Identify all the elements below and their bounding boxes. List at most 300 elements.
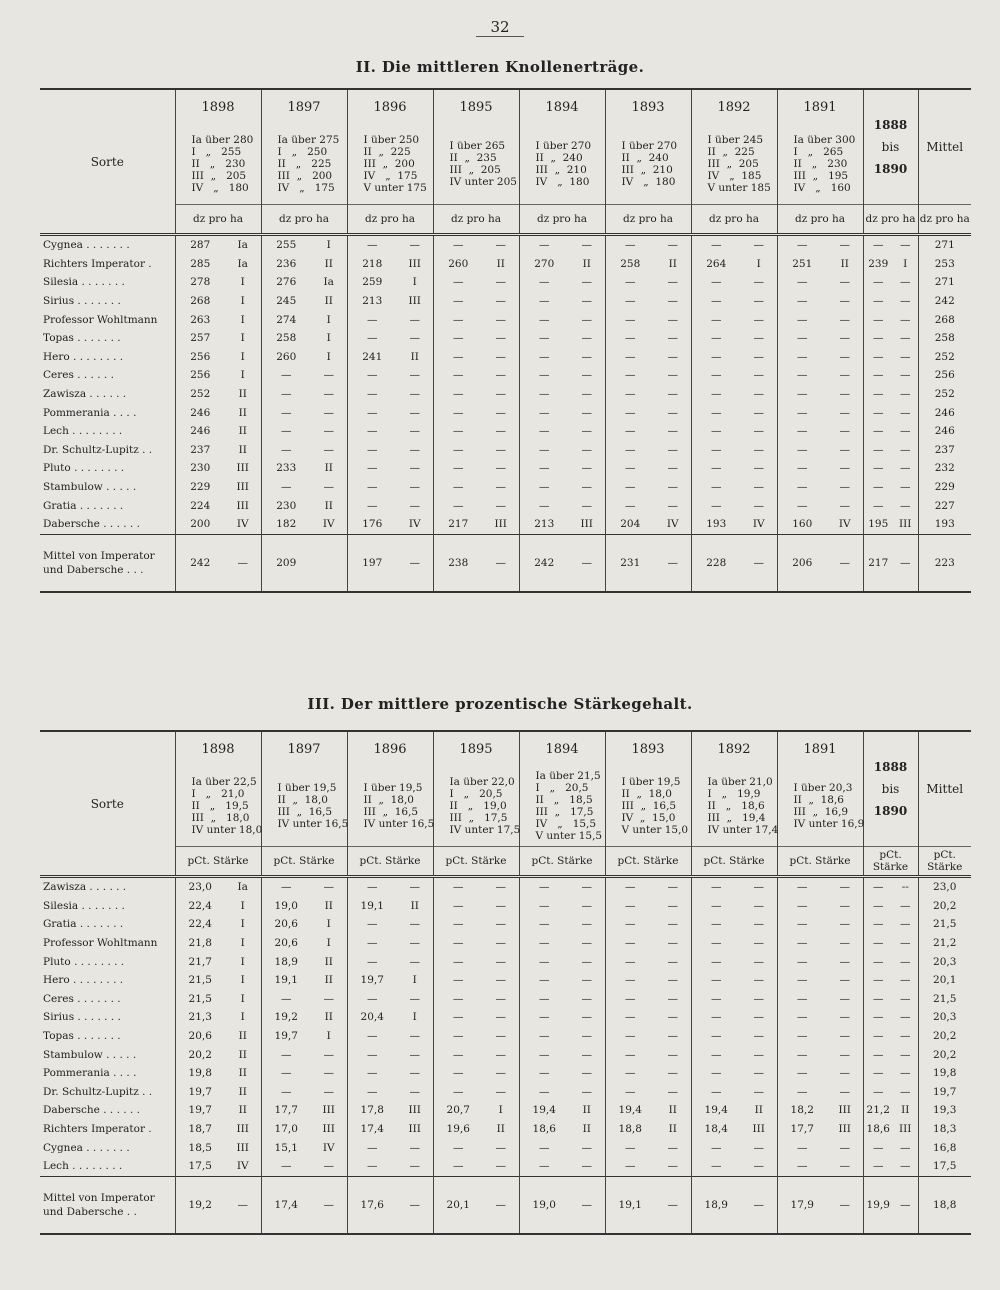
- value-cell: —: [691, 915, 741, 934]
- value-cell: —: [433, 952, 483, 971]
- mittel-value-cell: 18,9: [691, 1176, 741, 1234]
- class-cell: —: [495, 974, 506, 987]
- value-cell: —: [777, 1008, 827, 1027]
- class-cell: —: [839, 369, 850, 382]
- unit-label-1895: dz pro ha: [433, 205, 519, 235]
- value-cell: —: [347, 1045, 397, 1064]
- class-definitions-1891: Ia über 300 I „ 265 II „ 230 III „ 195 IV „ 160: [777, 124, 863, 205]
- table-row: [40, 1008, 971, 1027]
- unit-label-1893: pCt. Stärke: [605, 847, 691, 877]
- value-cell: 176: [347, 515, 397, 534]
- value-cell: —: [347, 990, 397, 1009]
- value-cell: 19,6: [433, 1120, 483, 1139]
- value-cell: —: [519, 478, 569, 497]
- mittel-value-cell: 242: [175, 534, 225, 592]
- mittel-value-cell: 217: [863, 534, 893, 592]
- class-cell: II: [238, 425, 247, 438]
- variety-name: Professor Wohltmann: [40, 934, 175, 953]
- unit-label-1897: pCt. Stärke: [261, 847, 347, 877]
- class-cell: —: [753, 276, 764, 289]
- mittel-cell: 21,5: [918, 915, 971, 934]
- value-cell: 17,5: [175, 1157, 225, 1176]
- class-cell: —: [900, 462, 911, 475]
- class-definitions-1896: I über 19,5 II „ 18,0 III „ 16,5 IV unter 16,5: [347, 766, 433, 847]
- year-header-1891: 1891: [777, 89, 863, 124]
- class-cell: —: [409, 406, 420, 419]
- value-cell: 20,2: [175, 1045, 225, 1064]
- value-cell: —: [347, 478, 397, 497]
- class-cell: —: [581, 369, 592, 382]
- value-cell: —: [863, 897, 893, 916]
- class-cell: —: [667, 974, 678, 987]
- variety-name: Stambulow . . . . .: [40, 478, 175, 497]
- value-cell: —: [347, 1138, 397, 1157]
- value-cell: —: [347, 877, 397, 897]
- class-cell: —: [667, 276, 678, 289]
- class-cell: —: [483, 235, 519, 255]
- table-row: [40, 1083, 971, 1102]
- class-cell: —: [569, 235, 605, 255]
- variety-name: Dabersche . . . . . .: [40, 1101, 175, 1120]
- value-cell: —: [519, 422, 569, 441]
- class-cell: III: [408, 1104, 421, 1117]
- mittel-cell: 253: [918, 255, 971, 274]
- value-cell: —: [863, 422, 893, 441]
- value-cell: 19,1: [261, 971, 311, 990]
- value-cell: 18,6: [863, 1120, 893, 1139]
- class-cell: —: [839, 1160, 850, 1173]
- class-cell: III: [236, 462, 249, 475]
- mittel-cell: 21,2: [918, 934, 971, 953]
- class-cell: III: [494, 518, 507, 531]
- mittel-cell: 20,3: [918, 1008, 971, 1027]
- value-cell: 21,5: [175, 990, 225, 1009]
- class-cell: Ia: [225, 235, 261, 255]
- mittel-cell: 20,2: [918, 1045, 971, 1064]
- unit-label-1898: dz pro ha: [175, 205, 261, 235]
- class-cell: I: [240, 899, 245, 912]
- class-cell: —: [753, 974, 764, 987]
- class-def-row: [40, 124, 971, 205]
- class-cell: —: [409, 992, 420, 1005]
- class-cell: I: [498, 1104, 503, 1117]
- class-cell: III: [899, 1123, 912, 1136]
- class-cell: II: [582, 257, 591, 270]
- value-cell: 256: [175, 348, 225, 367]
- class-cell: I: [326, 1030, 331, 1043]
- class-cell: —: [900, 1160, 911, 1173]
- class-cell: —: [839, 974, 850, 987]
- value-cell: —: [519, 310, 569, 329]
- class-cell: —: [397, 235, 433, 255]
- class-cell: —: [581, 295, 592, 308]
- mittel-unit: dz pro ha: [918, 205, 971, 235]
- class-cell: —: [569, 877, 605, 897]
- class-cell: —: [900, 1030, 911, 1043]
- mittel-cell: 232: [918, 459, 971, 478]
- class-cell: —: [323, 1085, 334, 1098]
- class-cell: —: [900, 295, 911, 308]
- mittel-value-cell: 242: [519, 534, 569, 592]
- mittel-value-cell: 238: [433, 534, 483, 592]
- value-cell: —: [605, 915, 655, 934]
- class-cell: II: [582, 1123, 591, 1136]
- value-cell: —: [433, 1138, 483, 1157]
- class-cell: III: [236, 481, 249, 494]
- value-cell: —: [691, 934, 741, 953]
- table-row: [40, 459, 971, 478]
- value-cell: —: [519, 990, 569, 1009]
- value-cell: 241: [347, 348, 397, 367]
- year-header-1895: 1895: [433, 731, 519, 766]
- class-cell: —: [495, 1030, 506, 1043]
- variety-name: Topas . . . . . . .: [40, 1027, 175, 1046]
- class-cell: IV: [236, 1160, 249, 1173]
- class-cell: —: [495, 992, 506, 1005]
- class-cell: —: [667, 899, 678, 912]
- table-row: [40, 441, 971, 460]
- class-cell: —: [753, 955, 764, 968]
- value-cell: —: [261, 441, 311, 460]
- knollenertraege-table: [40, 88, 971, 593]
- class-cell: —: [667, 369, 678, 382]
- value-cell: —: [863, 1008, 893, 1027]
- class-cell: —: [495, 481, 506, 494]
- class-cell: —: [839, 937, 850, 950]
- value-cell: —: [605, 385, 655, 404]
- mittel-value-cell: —: [483, 534, 519, 592]
- class-cell: —: [900, 992, 911, 1005]
- unit-label-1894: dz pro ha: [519, 205, 605, 235]
- class-cell: —: [409, 1160, 420, 1173]
- value-cell: —: [691, 971, 741, 990]
- class-cell: —: [581, 481, 592, 494]
- table-row: [40, 971, 971, 990]
- mittel-value-cell: 20,1: [433, 1176, 483, 1234]
- mittel-row-label-line1: Mittel von Imperator: [43, 549, 155, 562]
- class-cell: —: [581, 937, 592, 950]
- class-cell: —: [839, 1067, 850, 1080]
- class-cell: III: [838, 1123, 851, 1136]
- class-cell: —: [323, 443, 334, 456]
- class-cell: —: [409, 313, 420, 326]
- class-cell: —: [667, 443, 678, 456]
- value-cell: —: [605, 1027, 655, 1046]
- class-cell: —: [409, 499, 420, 512]
- variety-name: Ceres . . . . . . .: [40, 990, 175, 1009]
- value-cell: 19,4: [605, 1101, 655, 1120]
- value-cell: —: [433, 478, 483, 497]
- value-cell: 204: [605, 515, 655, 534]
- class-cell: —: [581, 276, 592, 289]
- value-cell: —: [433, 459, 483, 478]
- unit-label-1894: pCt. Stärke: [519, 847, 605, 877]
- class-cell: —: [495, 443, 506, 456]
- value-cell: —: [347, 496, 397, 515]
- value-cell: —: [605, 366, 655, 385]
- value-cell: —: [863, 478, 893, 497]
- class-cell: —: [667, 1160, 678, 1173]
- value-cell: —: [691, 310, 741, 329]
- class-cell: —: [667, 992, 678, 1005]
- class-cell: —: [753, 425, 764, 438]
- table-row: [40, 990, 971, 1009]
- value-cell: —: [519, 1008, 569, 1027]
- class-cell: —: [409, 369, 420, 382]
- value-cell: —: [347, 459, 397, 478]
- value-cell: —: [261, 877, 311, 897]
- value-cell: —: [261, 422, 311, 441]
- value-cell: —: [863, 1045, 893, 1064]
- value-cell: 22,4: [175, 897, 225, 916]
- class-cell: —: [667, 332, 678, 345]
- class-cell: II: [238, 443, 247, 456]
- mittel-value-cell: 231: [605, 534, 655, 592]
- value-cell: 251: [777, 255, 827, 274]
- year-header-1897: 1897: [261, 731, 347, 766]
- value-cell: 260: [433, 255, 483, 274]
- value-cell: —: [519, 496, 569, 515]
- class-cell: —: [409, 332, 420, 345]
- table-row: [40, 348, 971, 367]
- table-row: [40, 897, 971, 916]
- value-cell: —: [347, 952, 397, 971]
- class-cell: —: [753, 369, 764, 382]
- value-cell: —: [433, 273, 483, 292]
- table-row: [40, 496, 971, 515]
- class-definitions-1892: Ia über 21,0 I „ 19,9 II „ 18,6 III „ 19,4 IV unter 17,4: [691, 766, 777, 847]
- variety-name: Cygnea . . . . . . .: [40, 235, 175, 255]
- mittel-row-label-line1: Mittel von Imperator: [43, 1191, 155, 1204]
- variety-name: Ceres . . . . . .: [40, 366, 175, 385]
- variety-name: Pluto . . . . . . . .: [40, 459, 175, 478]
- table-row: [40, 1064, 971, 1083]
- class-cell: —: [323, 406, 334, 419]
- class-definitions-1897: Ia über 275 I „ 250 II „ 225 III „ 200 IV „ 175: [261, 124, 347, 205]
- value-cell: —: [691, 441, 741, 460]
- value-cell: —: [605, 348, 655, 367]
- table-row: [40, 255, 971, 274]
- mittel-cell: 227: [918, 496, 971, 515]
- class-cell: —: [667, 462, 678, 475]
- class-cell: —: [900, 918, 911, 931]
- class-cell: Ia: [225, 877, 261, 897]
- value-cell: —: [261, 366, 311, 385]
- value-cell: —: [347, 329, 397, 348]
- value-cell: —: [863, 952, 893, 971]
- class-cell: —: [900, 974, 911, 987]
- variety-name: Zawisza . . . . . .: [40, 385, 175, 404]
- table-row: [40, 385, 971, 404]
- value-cell: —: [347, 1064, 397, 1083]
- value-cell: —: [691, 478, 741, 497]
- value-cell: —: [433, 934, 483, 953]
- class-cell: —: [581, 406, 592, 419]
- value-cell: 229: [175, 478, 225, 497]
- class-cell: —: [495, 499, 506, 512]
- value-cell: —: [261, 403, 311, 422]
- table-row: [40, 1138, 971, 1157]
- mittel-cell: 246: [918, 403, 971, 422]
- value-cell: —: [347, 403, 397, 422]
- value-cell: —: [691, 496, 741, 515]
- class-cell: II: [238, 388, 247, 401]
- class-cell: --: [893, 877, 918, 897]
- mittel-row: [40, 534, 971, 592]
- class-cell: IV: [322, 518, 335, 531]
- class-cell: II: [582, 1104, 591, 1117]
- class-cell: IV: [752, 518, 765, 531]
- value-cell: —: [605, 329, 655, 348]
- value-cell: —: [777, 496, 827, 515]
- value-cell: —: [863, 1064, 893, 1083]
- value-cell: —: [605, 496, 655, 515]
- class-cell: —: [753, 443, 764, 456]
- year-header-1896: 1896: [347, 731, 433, 766]
- mittel-value-cell: —: [397, 534, 433, 592]
- class-cell: —: [409, 425, 420, 438]
- class-cell: —: [839, 955, 850, 968]
- class-cell: II: [324, 499, 333, 512]
- class-cell: —: [581, 462, 592, 475]
- class-cell: —: [495, 350, 506, 363]
- class-cell: —: [495, 313, 506, 326]
- class-cell: —: [409, 1048, 420, 1061]
- variety-name: Gratia . . . . . . .: [40, 496, 175, 515]
- value-cell: —: [433, 1083, 483, 1102]
- class-cell: —: [581, 1160, 592, 1173]
- value-cell: —: [691, 422, 741, 441]
- value-cell: —: [433, 292, 483, 311]
- value-cell: —: [777, 1138, 827, 1157]
- table-row: [40, 329, 971, 348]
- value-cell: —: [863, 990, 893, 1009]
- class-cell: —: [495, 425, 506, 438]
- mittel-cell: 252: [918, 385, 971, 404]
- class-cell: —: [409, 1067, 420, 1080]
- value-cell: —: [433, 441, 483, 460]
- unit-label-1897: dz pro ha: [261, 205, 347, 235]
- value-cell: —: [433, 1027, 483, 1046]
- table-row: [40, 422, 971, 441]
- table-row: [40, 235, 971, 255]
- class-cell: —: [839, 350, 850, 363]
- mittel-cell: 242: [918, 292, 971, 311]
- variety-name: Cygnea . . . . . . .: [40, 1138, 175, 1157]
- class-cell: —: [409, 481, 420, 494]
- mittel-cell: 20,3: [918, 952, 971, 971]
- table-row: [40, 952, 971, 971]
- value-cell: —: [863, 235, 893, 255]
- class-def-row: [40, 766, 971, 847]
- mittel-row-label-line2: und Dabersche . . .: [43, 563, 144, 576]
- value-cell: —: [433, 385, 483, 404]
- class-cell: —: [900, 899, 911, 912]
- class-cell: —: [495, 332, 506, 345]
- mittel-cell: 17,5: [918, 1157, 971, 1176]
- variety-name: Zawisza . . . . . .: [40, 877, 175, 897]
- value-cell: 19,7: [347, 971, 397, 990]
- variety-name: Sirius . . . . . . .: [40, 1008, 175, 1027]
- table-row: [40, 877, 971, 897]
- class-definitions-1892: I über 245 II „ 225 III „ 205 IV „ 185 V unter 185: [691, 124, 777, 205]
- class-cell: —: [495, 937, 506, 950]
- class-cell: II: [410, 899, 419, 912]
- value-cell: —: [519, 441, 569, 460]
- value-cell: —: [863, 273, 893, 292]
- value-cell: —: [777, 329, 827, 348]
- value-cell: —: [691, 348, 741, 367]
- mittel-unit: pCt. Stärke: [918, 847, 971, 877]
- value-cell: —: [433, 348, 483, 367]
- span-header: [863, 731, 918, 847]
- value-cell: —: [347, 915, 397, 934]
- class-cell: —: [827, 235, 863, 255]
- class-cell: Ia: [323, 276, 334, 289]
- value-cell: —: [519, 403, 569, 422]
- class-cell: I: [240, 955, 245, 968]
- class-cell: —: [409, 462, 420, 475]
- value-cell: —: [777, 1157, 827, 1176]
- value-cell: —: [691, 292, 741, 311]
- value-cell: 160: [777, 515, 827, 534]
- variety-name: Lech . . . . . . . .: [40, 422, 175, 441]
- value-cell: —: [691, 1064, 741, 1083]
- class-cell: I: [240, 1011, 245, 1024]
- mittel-value-cell: —: [893, 1176, 918, 1234]
- class-cell: —: [753, 899, 764, 912]
- variety-name: Gratia . . . . . . .: [40, 915, 175, 934]
- class-cell: —: [667, 425, 678, 438]
- class-cell: —: [409, 1141, 420, 1154]
- class-cell: —: [900, 425, 911, 438]
- value-cell: —: [691, 1138, 741, 1157]
- value-cell: 217: [433, 515, 483, 534]
- value-cell: —: [691, 1045, 741, 1064]
- class-cell: —: [900, 388, 911, 401]
- value-cell: —: [691, 385, 741, 404]
- value-cell: 237: [175, 441, 225, 460]
- table-row: [40, 403, 971, 422]
- mittel-value-cell: —: [827, 534, 863, 592]
- class-cell: —: [323, 369, 334, 382]
- class-cell: —: [839, 406, 850, 419]
- class-cell: —: [741, 877, 777, 897]
- class-cell: —: [753, 1160, 764, 1173]
- value-cell: —: [519, 292, 569, 311]
- class-cell: —: [483, 877, 519, 897]
- value-cell: 285: [175, 255, 225, 274]
- class-cell: —: [753, 937, 764, 950]
- class-cell: —: [495, 406, 506, 419]
- class-cell: III: [236, 499, 249, 512]
- class-cell: —: [900, 276, 911, 289]
- class-cell: —: [409, 937, 420, 950]
- class-cell: II: [238, 1030, 247, 1043]
- value-cell: —: [519, 915, 569, 934]
- value-cell: —: [605, 1045, 655, 1064]
- mittel-value-cell: 19,1: [605, 1176, 655, 1234]
- value-cell: 18,4: [691, 1120, 741, 1139]
- value-cell: —: [777, 478, 827, 497]
- value-cell: —: [863, 934, 893, 953]
- value-cell: —: [605, 952, 655, 971]
- class-cell: III: [752, 1123, 765, 1136]
- value-cell: —: [863, 1157, 893, 1176]
- value-cell: —: [691, 897, 741, 916]
- class-cell: II: [238, 1085, 247, 1098]
- unit-label-1895: pCt. Stärke: [433, 847, 519, 877]
